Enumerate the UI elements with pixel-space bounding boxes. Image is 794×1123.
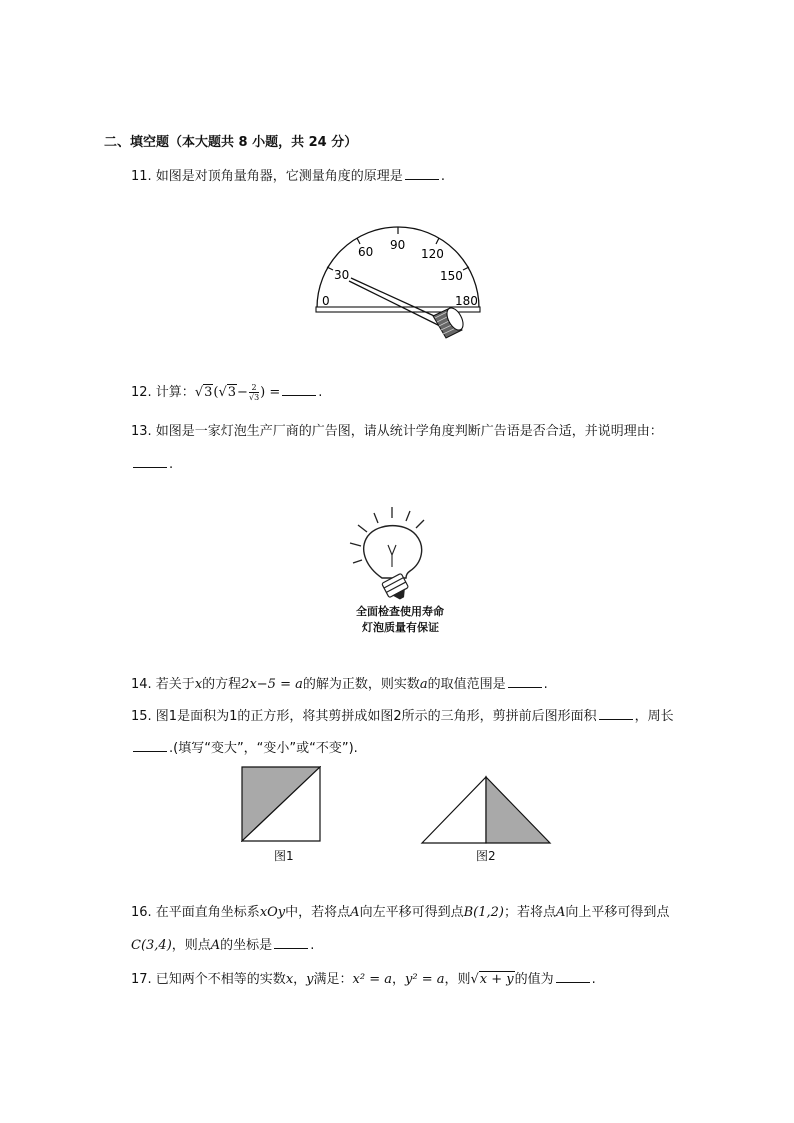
q16-blank xyxy=(274,936,308,949)
label-0: 0 xyxy=(322,294,330,308)
pointer-line-a xyxy=(349,281,440,326)
q12-open: ( xyxy=(213,385,219,400)
q12-close: ) = xyxy=(260,385,281,400)
q11-text: 11. 如图是对顶角量角器，它测量角度的原理是 xyxy=(131,169,403,184)
q12-expression: √3(√3− $\frac{2}{√3}$ ) = xyxy=(194,383,281,402)
q12-numerator: 2 xyxy=(249,383,259,393)
label-90: 90 xyxy=(390,238,406,252)
q13-text: 13. 如图是一家灯泡生产厂商的广告图，请从统计学角度判断广告语是否合适，并说明理由： xyxy=(131,424,663,439)
question-13-cont xyxy=(131,455,173,474)
question-17: 17. 已知两个不相等的实数x，y满足：x² = a，y² = a，则√x + y的值为 . xyxy=(131,972,596,987)
question-15-cont: .(填写“变大”，“变小”或“不变”). xyxy=(131,739,358,758)
q17-radicand: x + y xyxy=(479,972,514,987)
figure-2-triangle xyxy=(420,775,552,845)
q17-blank xyxy=(556,970,590,983)
label-30: 30 xyxy=(334,268,350,282)
figure-2-label: 图2 xyxy=(476,849,496,863)
q12-prefix: 12. 计算： xyxy=(131,385,195,400)
q12-end: . xyxy=(318,385,323,400)
figure-1-square xyxy=(241,766,321,842)
q15-blank-perimeter xyxy=(133,739,167,752)
question-16-cont: C(3,4)，则点A的坐标是 . xyxy=(131,938,315,953)
section-title: 二、填空题（本大题共 8 小题，共 24 分） xyxy=(104,135,358,150)
q12-minus: − xyxy=(237,385,248,400)
lightbulb-icon xyxy=(344,505,454,605)
q14-blank xyxy=(508,675,542,688)
q12-radicand-1: 3 xyxy=(204,385,213,400)
q15-blank-area xyxy=(599,707,633,720)
q12-fraction xyxy=(249,383,259,402)
question-14: 14. 若关于x的方程2x−5 = a的解为正数，则实数a的取值范围是 . xyxy=(131,677,548,692)
protractor-figure xyxy=(300,218,500,348)
question-15: 15. 图1是面积为1的正方形，将其剪拼成如图2所示的三角形，剪拼前后图形面积 ，周长 xyxy=(131,709,674,724)
label-150: 150 xyxy=(440,269,463,283)
question-11 xyxy=(131,167,445,186)
label-60: 60 xyxy=(358,245,374,259)
ad-slogan-2: 灯泡质量有保证 xyxy=(362,621,439,634)
q12-denominator: √3 xyxy=(248,393,260,402)
tick-60 xyxy=(357,238,360,244)
q11-end: . xyxy=(440,169,445,184)
q13-end: . xyxy=(169,457,174,472)
label-120: 120 xyxy=(421,247,444,261)
question-16: 16. 在平面直角坐标系xOy中，若将点A向左平移可得到点B(1,2)；若将点A向上平移可得到点 xyxy=(131,905,670,920)
question-12 xyxy=(131,383,322,402)
ad-slogan-1: 全面检查使用寿命 xyxy=(356,605,444,618)
q12-blank xyxy=(282,383,316,396)
tick-120 xyxy=(436,238,439,244)
q11-blank xyxy=(405,167,439,180)
figure-1-label: 图1 xyxy=(274,849,294,863)
pointer-line-b xyxy=(351,278,443,320)
label-180: 180 xyxy=(455,294,478,308)
q12-radicand-2: 3 xyxy=(227,385,237,400)
q13-blank xyxy=(133,455,167,468)
question-13 xyxy=(131,423,663,441)
